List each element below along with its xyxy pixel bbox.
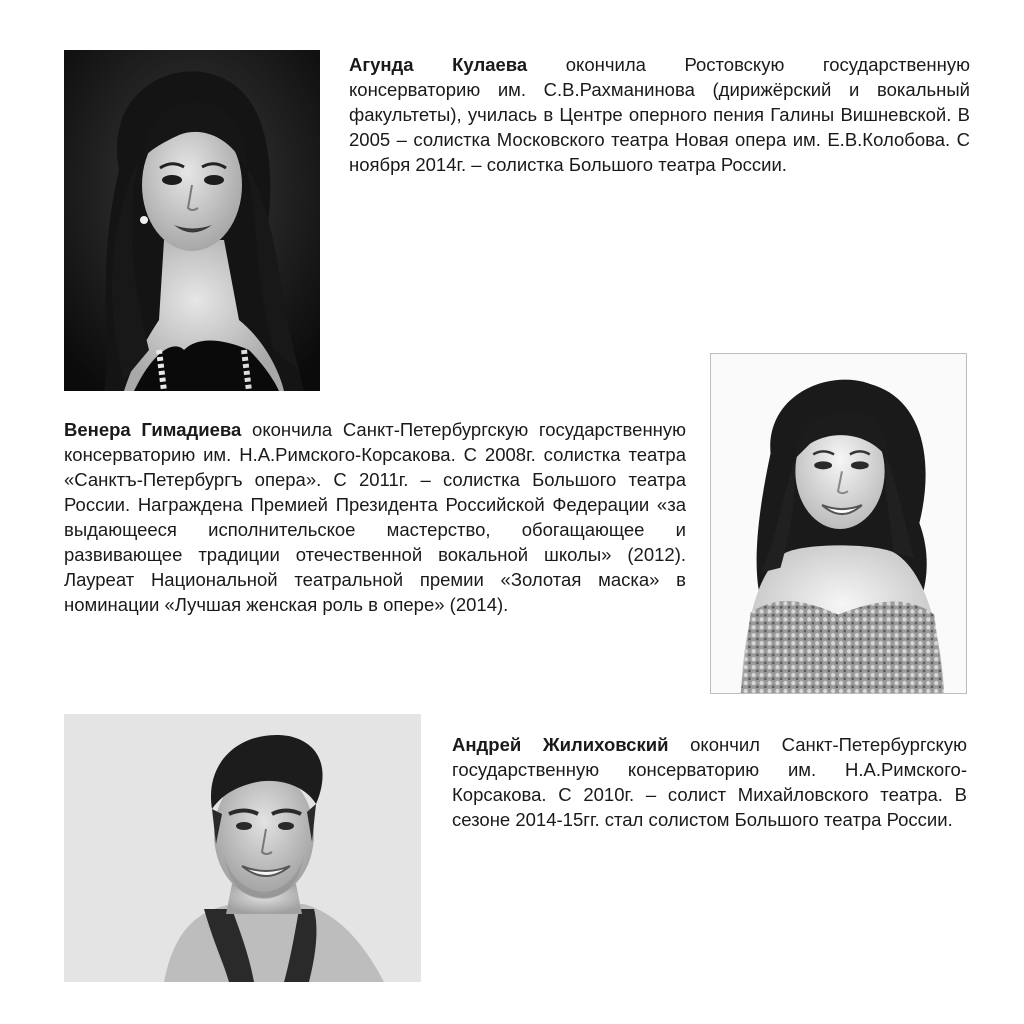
artist-bio-text: окончил Санкт-Петербургскую государственную консерваторию им. Н.А.Римского-Корсакова. С 2010г. – солист Михайловского театра. В сезоне 2014-15гг. стал солистом Большого театра России.	[452, 734, 967, 830]
artist-bio-kulaeva	[349, 52, 970, 177]
artist-name: Агунда Кулаева	[349, 54, 528, 75]
artist-bio-text: окончила Санкт-Петербургскую государственную консерваторию им. Н.А.Римского-Корсакова. С 2008г. солистка театра «Санктъ-Петербургъ опера». С 2011г. – солистка Большого театра России. Награждена Премией Президента Российской Федерации «за выдающееся исполнительское мастерство, обогащающее и развивающее традиции отечественной вокальной школы» (2012). Лауреат Национальной театральной премии «Золотая маска» в номинации «Лучшая женская роль в опере» (2014).	[64, 419, 686, 615]
portrait-photo-kulaeva	[64, 50, 320, 391]
artist-bio-text: окончила Ростовскую государственную консерваторию им. С.В.Рахманинова (дирижёрский и вокальный факультеты), училась в Центре оперного пения Галины Вишневской. В 2005 – солистка Московского театра Новая опера им. Е.В.Колобова. С ноября 2014г. – солистка Большого театра России.	[349, 54, 970, 175]
portrait-photo-zhilikhovsky	[64, 714, 421, 982]
portrait-photo-gimadieva	[710, 353, 967, 694]
artist-name: Венера Гимадиева	[64, 419, 242, 440]
artist-name: Андрей Жилиховский	[452, 734, 669, 755]
artist-bio-gimadieva	[64, 417, 686, 617]
artist-bio-zhilikhovsky	[452, 732, 967, 832]
